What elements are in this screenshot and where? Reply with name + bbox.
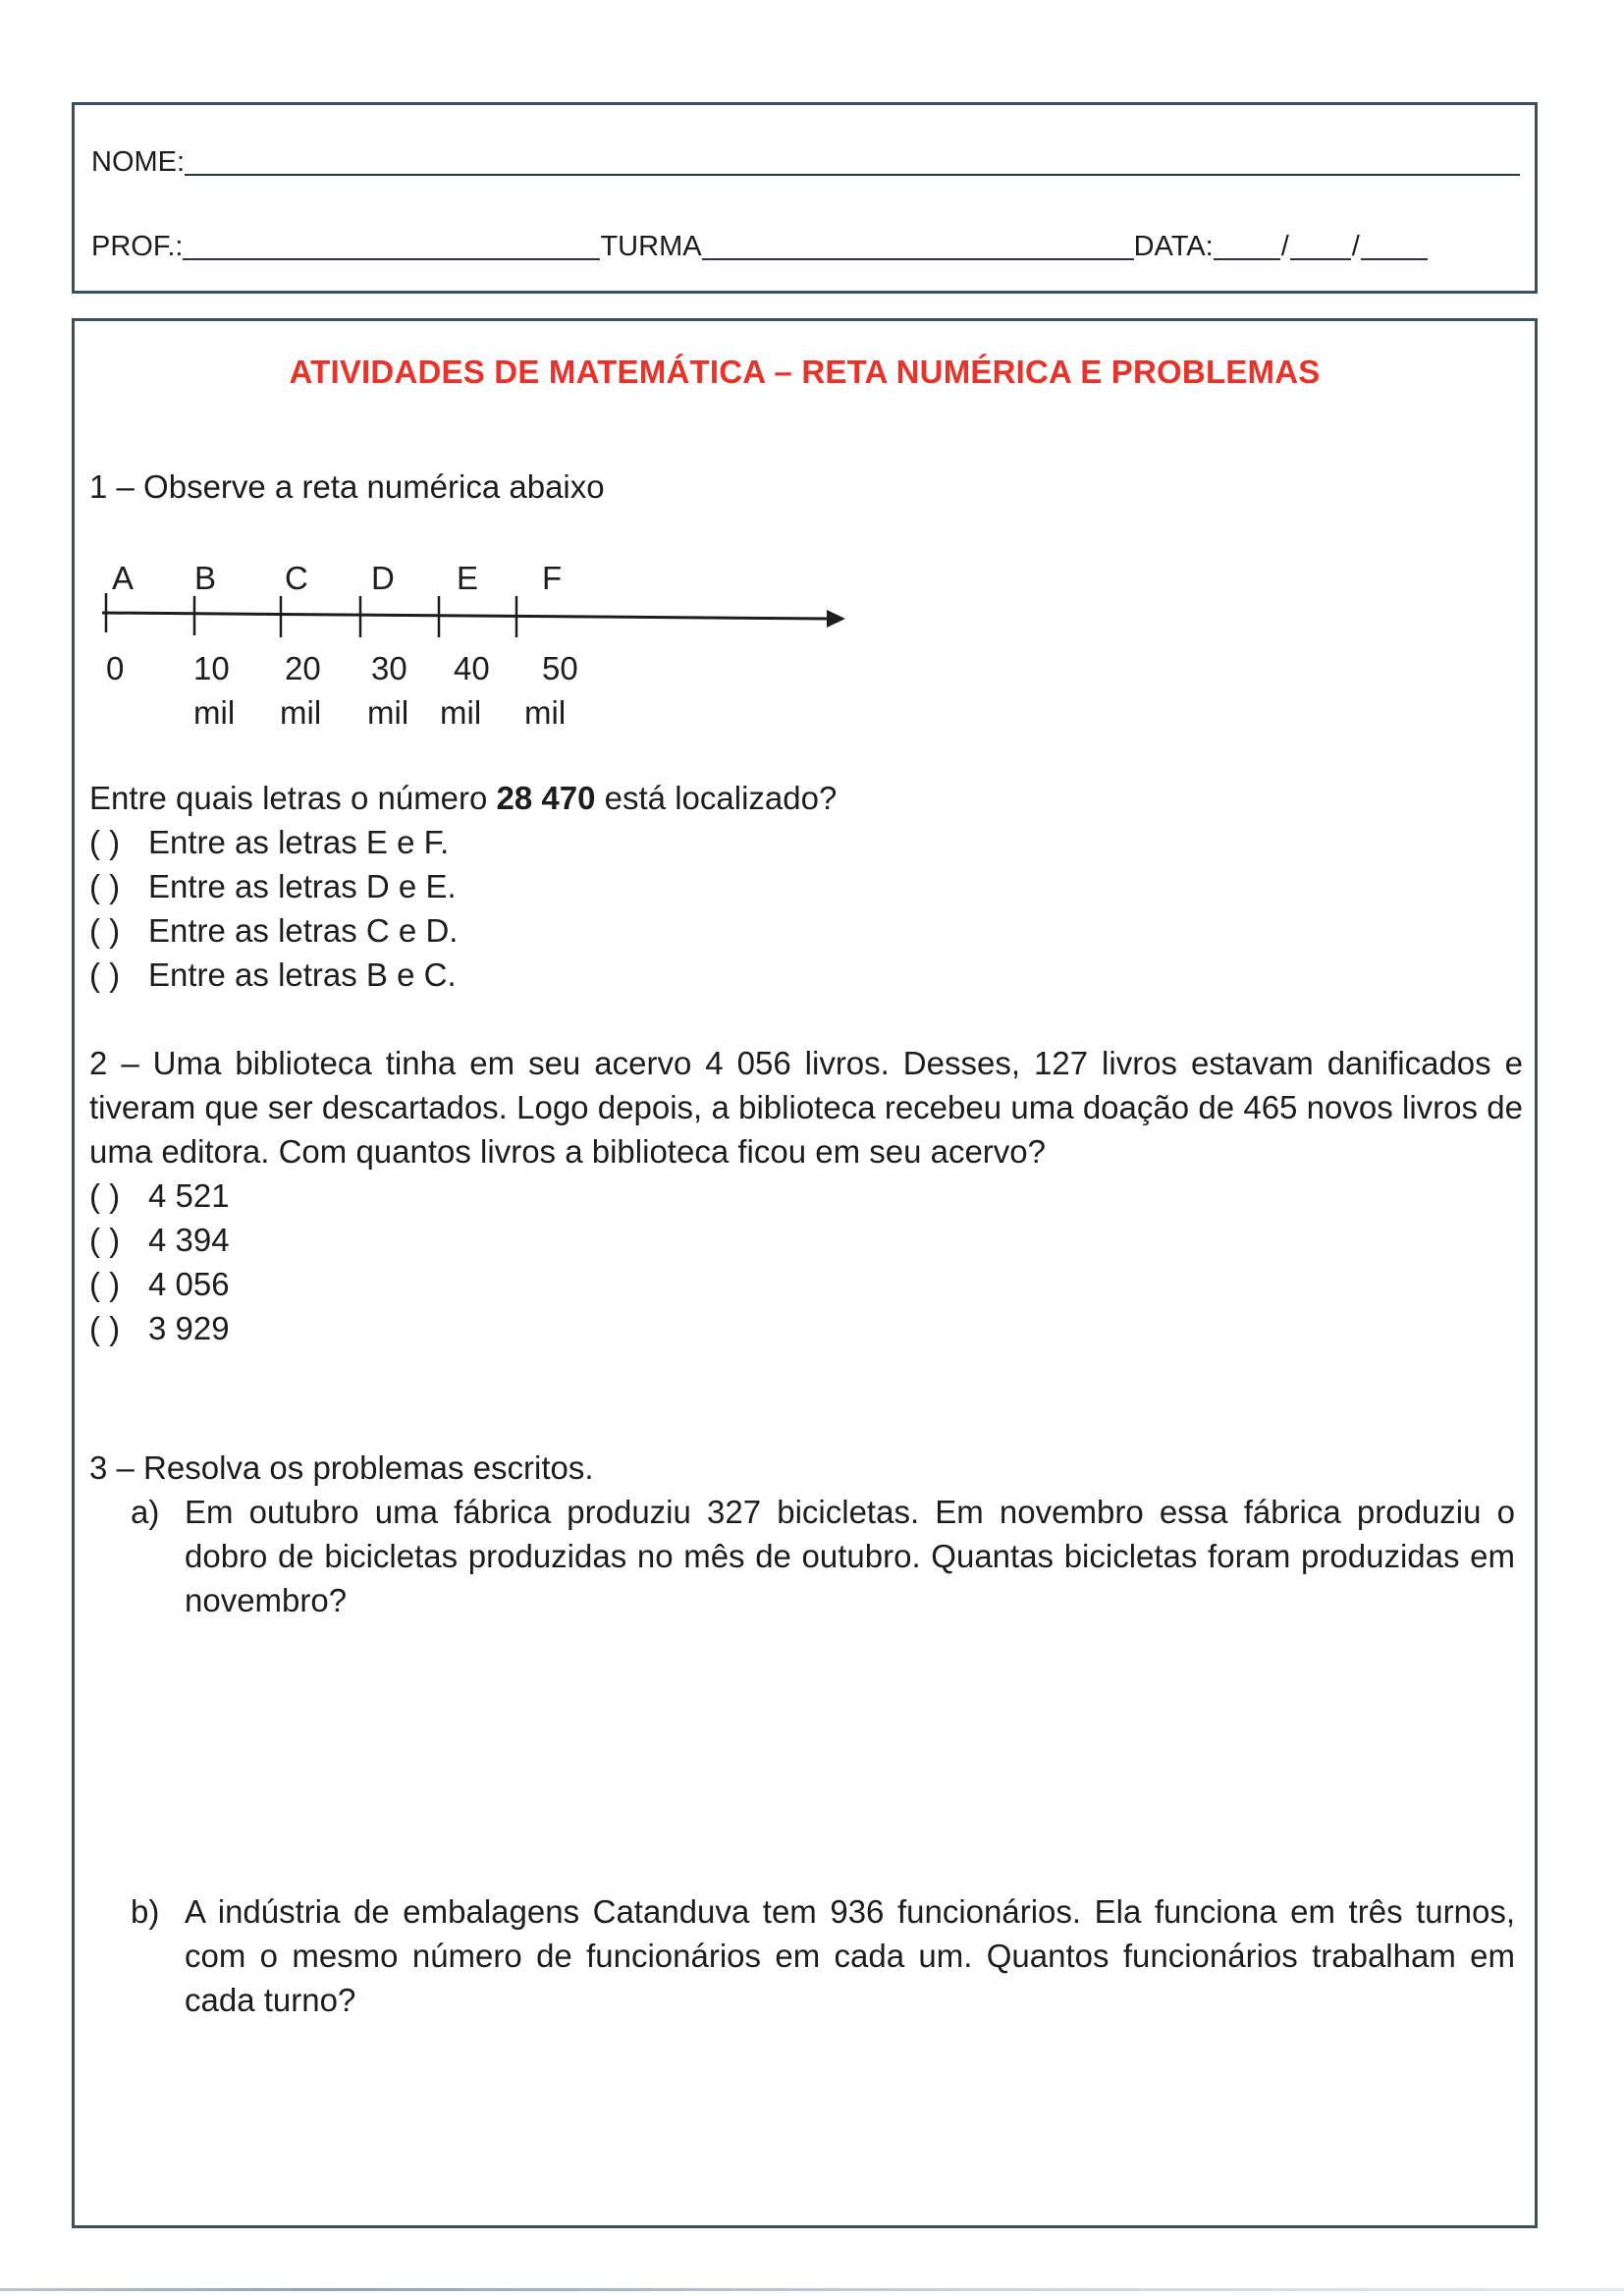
tick-unit: mil bbox=[440, 694, 482, 731]
answer-option-3[interactable] bbox=[89, 1262, 1523, 1306]
answer-option-2[interactable] bbox=[89, 864, 1464, 908]
data-label: DATA: bbox=[1133, 231, 1214, 262]
question-text: está localizado? bbox=[595, 780, 838, 816]
number-line-axis bbox=[102, 610, 845, 628]
tick-unit: mil bbox=[193, 694, 236, 731]
point-label-d: D bbox=[371, 560, 395, 596]
question-3-text: 3 – Resolva os problemas escritos. bbox=[89, 1449, 594, 1486]
checkbox-paren[interactable]: ( ) bbox=[89, 1177, 121, 1214]
answer-space-3b[interactable] bbox=[185, 2035, 1510, 2212]
name-label: NOME: bbox=[91, 146, 186, 178]
question-3b bbox=[131, 1889, 1515, 2022]
name-row bbox=[91, 146, 1520, 179]
answer-option-3[interactable] bbox=[89, 908, 1464, 953]
checkbox-paren[interactable]: ( ) bbox=[89, 824, 121, 860]
question-2-text: 2 – Uma biblioteca tinha em seu acervo 4 056 livros. Desses, 127 livros estavam danificados e tiveram que ser descartados. Logo depois, a biblioteca recebeu uma doação de 465 novos livros de uma editora. Com quantos livros a biblioteca ficou em seu acervo? bbox=[89, 1045, 1523, 1170]
date-day-field[interactable] bbox=[1214, 233, 1280, 260]
student-info-box bbox=[72, 102, 1538, 294]
tick-unit: mil bbox=[524, 694, 567, 731]
tick-value-0: 0 bbox=[106, 650, 125, 686]
tick-value-30: 30 bbox=[371, 650, 407, 686]
prof-field[interactable] bbox=[183, 233, 600, 260]
option-text: 3 929 bbox=[148, 1310, 230, 1346]
checkbox-paren[interactable]: ( ) bbox=[89, 1266, 121, 1302]
option-text: Entre as letras D e E. bbox=[148, 868, 457, 904]
prof-class-date-row bbox=[91, 231, 1428, 263]
checkbox-paren[interactable]: ( ) bbox=[89, 1222, 121, 1258]
option-text: Entre as letras B e C. bbox=[148, 957, 457, 993]
arrow-head-icon bbox=[827, 610, 845, 628]
prof-label: PROF.: bbox=[91, 231, 184, 262]
question-3-prompt bbox=[89, 1446, 1464, 1490]
answer-option-1[interactable] bbox=[89, 820, 1464, 864]
point-label-e: E bbox=[457, 560, 479, 596]
question-1-question bbox=[89, 776, 1464, 820]
question-text: Entre quais letras o número bbox=[89, 780, 497, 816]
answer-option-2[interactable] bbox=[89, 1218, 1523, 1262]
option-text: 4 521 bbox=[148, 1177, 230, 1214]
item-marker: a) bbox=[131, 1494, 160, 1530]
question-1-body bbox=[89, 776, 1464, 997]
point-label-c: C bbox=[285, 560, 308, 596]
tick-value-40: 40 bbox=[454, 650, 490, 686]
number-line-values bbox=[106, 650, 578, 731]
checkbox-paren[interactable]: ( ) bbox=[89, 1310, 121, 1346]
target-number: 28 470 bbox=[496, 780, 596, 816]
question-3a-text: Em outubro uma fábrica produziu 327 bicicletas. Em novembro essa fábrica produziu o dobro de bicicletas produzidas no mês de outubro. Quantas bicicletas foram produzidas em novembro? bbox=[185, 1494, 1515, 1618]
turma-field[interactable] bbox=[702, 233, 1134, 260]
number-line-figure bbox=[75, 321, 958, 734]
question-2 bbox=[89, 1041, 1523, 1350]
option-text: 4 394 bbox=[148, 1222, 230, 1258]
point-label-b: B bbox=[194, 560, 217, 596]
name-field[interactable] bbox=[185, 148, 1520, 176]
worksheet-body bbox=[72, 318, 1538, 2228]
answer-option-1[interactable] bbox=[89, 1174, 1523, 1218]
tick-value-10: 10 bbox=[193, 650, 230, 686]
question-3b-text: A indústria de embalagens Catanduva tem 936 funcionários. Ela funciona em três turnos, com o mesmo número de funcionários em cada um. Quantos funcionários trabalham em cada turno? bbox=[185, 1893, 1515, 2018]
answer-option-4[interactable] bbox=[89, 953, 1464, 997]
tick-unit: mil bbox=[367, 694, 409, 731]
number-line-letters bbox=[112, 560, 562, 596]
tick-value-20: 20 bbox=[285, 650, 321, 686]
option-text: Entre as letras C e D. bbox=[148, 912, 459, 949]
date-month-field[interactable] bbox=[1290, 233, 1351, 260]
scan-page-edge bbox=[0, 2288, 1624, 2291]
tick-value-50: 50 bbox=[542, 650, 578, 686]
item-marker: b) bbox=[131, 1893, 160, 1930]
point-label-f: F bbox=[542, 560, 563, 596]
date-separator: / bbox=[1280, 231, 1289, 262]
date-year-field[interactable] bbox=[1361, 233, 1428, 260]
worksheet-title: ATIVIDADES DE MATEMÁTICA – RETA NUMÉRICA E PROBLEMAS bbox=[289, 354, 1321, 390]
checkbox-paren[interactable]: ( ) bbox=[89, 868, 121, 904]
checkbox-paren[interactable]: ( ) bbox=[89, 912, 121, 949]
checkbox-paren[interactable]: ( ) bbox=[89, 957, 121, 993]
turma-label: TURMA bbox=[600, 231, 702, 262]
point-label-a: A bbox=[112, 560, 135, 596]
option-text: Entre as letras E e F. bbox=[148, 824, 450, 860]
option-text: 4 056 bbox=[148, 1266, 230, 1302]
tick-unit: mil bbox=[280, 694, 322, 731]
date-separator: / bbox=[1351, 231, 1360, 262]
answer-option-4[interactable] bbox=[89, 1306, 1523, 1350]
question-3a bbox=[131, 1490, 1515, 1622]
question-1-text: 1 – Observe a reta numérica abaixo bbox=[89, 468, 605, 505]
